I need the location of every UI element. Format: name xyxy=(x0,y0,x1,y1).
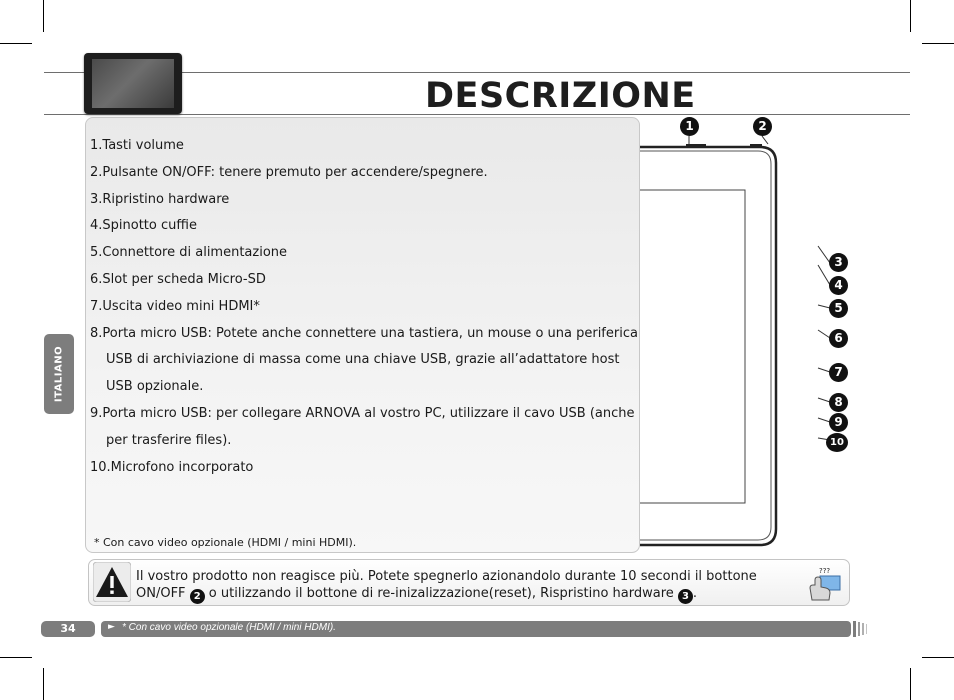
footer-decoration-icon xyxy=(853,619,873,639)
callout-badge: 3 xyxy=(829,253,848,272)
footer-text: * Con cavo video opzionale (HDMI / mini HDMI). xyxy=(122,622,336,633)
page-title: DESCRIZIONE xyxy=(425,76,696,116)
tablet-thumbnail-image xyxy=(84,53,182,114)
callout-badge: 2 xyxy=(753,117,772,136)
callout-badge: 8 xyxy=(829,393,848,412)
page-number: 34 xyxy=(41,621,95,637)
list-item: 6.Slot per scheda Micro-SD xyxy=(90,271,266,287)
callout-badge: 6 xyxy=(829,329,848,348)
warning-icon xyxy=(93,562,131,602)
crop-mark xyxy=(43,0,44,32)
crop-mark xyxy=(922,657,954,658)
crop-mark xyxy=(0,657,32,658)
language-tab xyxy=(44,334,74,414)
crop-mark xyxy=(0,43,32,44)
list-item: 3.Ripristino hardware xyxy=(90,191,230,207)
help-hand-icon xyxy=(806,566,842,604)
list-item: 2.Pulsante ON/OFF: tenere premuto per accendere/spegnere. xyxy=(90,164,488,180)
arrow-right-icon: ► xyxy=(108,622,115,632)
description-list xyxy=(90,133,638,481)
crop-mark xyxy=(43,668,44,700)
list-item: 9.Porta micro USB: per collegare ARNOVA al vostro PC, utilizzare il cavo USB (anche per trasferire files). xyxy=(90,405,635,448)
language-tab-label: ITALIANO xyxy=(53,345,65,403)
callout-badge: 5 xyxy=(829,299,848,318)
list-item: 5.Connettore di alimentazione xyxy=(90,245,288,261)
list-item: 7.Uscita video mini HDMI* xyxy=(90,298,260,314)
footnote: * Con cavo video opzionale (HDMI / mini HDMI). xyxy=(94,536,357,549)
list-item: 8.Porta micro USB: Potete anche connettere una tastiera, un mouse o una periferica USB di archiviazione di massa come una chiave USB, grazie all’adattatore host USB opzionale. xyxy=(90,325,638,395)
callout-leaders xyxy=(640,120,860,460)
warning-text: Il vostro prodotto non reagisce più. Potete spegnerlo azionandolo durante 10 secondi il bottone ON/OFF 2 o utilizzando il bottone di re-inizalizzazione(reset), Rispristino hardware 3 . xyxy=(136,569,757,602)
list-item: 4.Spinotto cuffie xyxy=(90,218,197,234)
list-item: 1.Tasti volume xyxy=(90,138,184,153)
list-item: 10.Microfono incorporato xyxy=(90,459,254,475)
callout-badge: 4 xyxy=(829,276,848,295)
callout-badge: 1 xyxy=(680,117,699,136)
crop-mark xyxy=(910,668,911,700)
crop-mark xyxy=(922,43,954,44)
callout-badge: 7 xyxy=(829,363,848,382)
inline-callout-badge: 3 xyxy=(678,589,693,604)
callout-badge: 10 xyxy=(826,433,848,452)
inline-callout-badge: 2 xyxy=(190,589,205,604)
callout-badge: 9 xyxy=(829,413,848,432)
crop-mark xyxy=(910,0,911,32)
help-icon-label: ??? xyxy=(819,567,831,575)
